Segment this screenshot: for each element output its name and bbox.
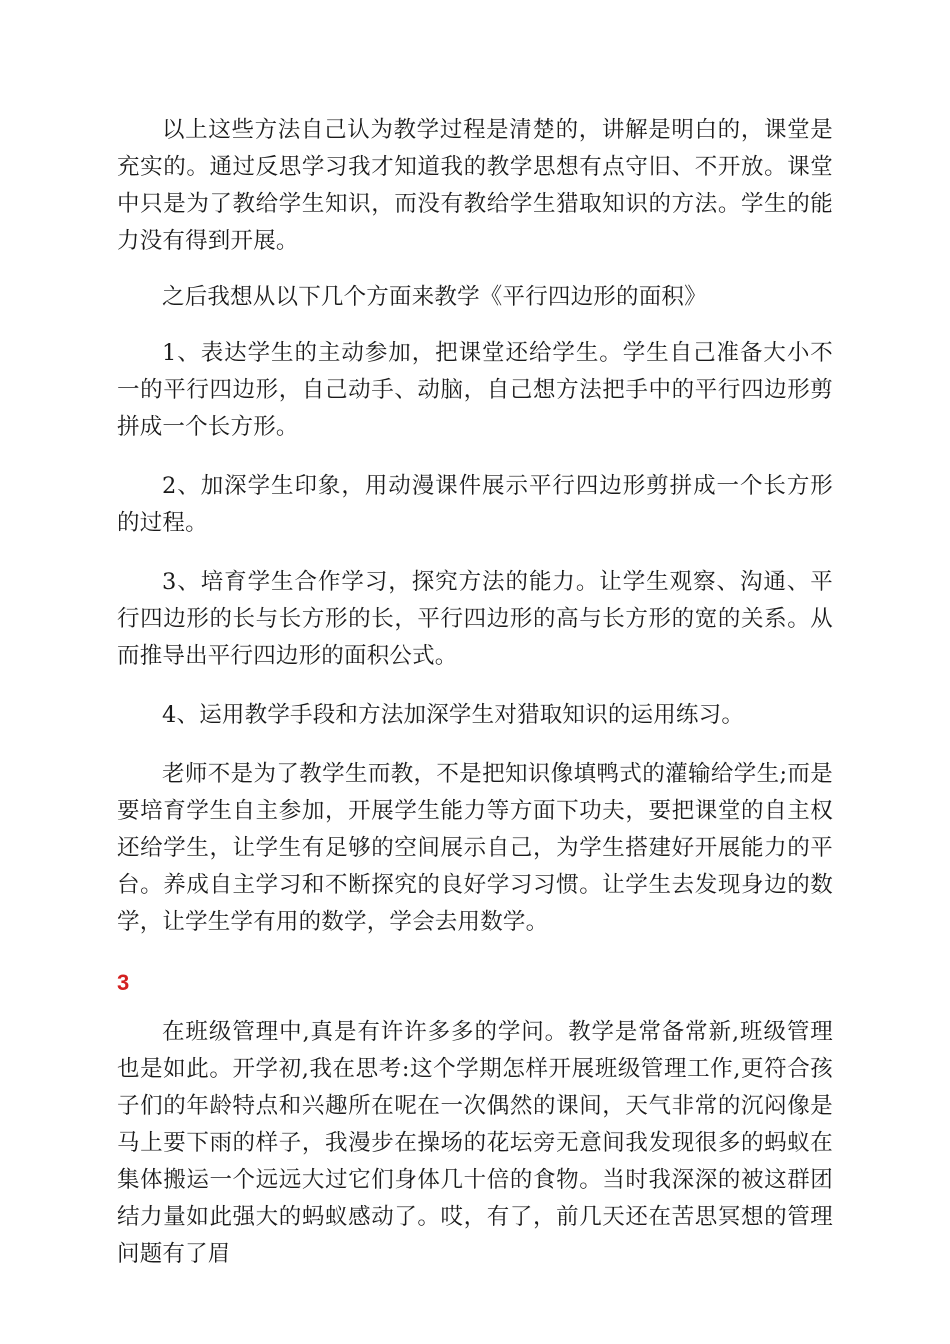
paragraph-point-3: 3、培育学生合作学习，探究方法的能力。让学生观察、沟通、平行四边形的长与长方形的长，平行四边形的高与长方形的宽的关系。从而推导出平行四边形的面积公式。 bbox=[117, 569, 833, 669]
document-body bbox=[117, 112, 833, 1273]
paragraph-intro-plan: 之后我想从以下几个方面来教学《平行四边形的面积》 bbox=[162, 284, 707, 310]
paragraph-reflection: 以上这些方法自己认为教学过程是清楚的，讲解是明白的，课堂是充实的。通过反思学习我才知道我的教学思想有点守旧、不开放。课堂中只是为了教给学生知识，而没有教给学生猎取知识的方法。学生的能力没有得到开展。 bbox=[117, 117, 833, 254]
paragraph-point-2: 2、加深学生印象，用动漫课件展示平行四边形剪拼成一个长方形的过程。 bbox=[117, 473, 833, 536]
paragraph-point-1: 1、表达学生的主动参加，把课堂还给学生。学生自己准备大小不一的平行四边形，自己动手、动脑，自己想方法把手中的平行四边形剪拼成一个长方形。 bbox=[117, 340, 833, 440]
paragraph-conclusion: 老师不是为了教学生而教，不是把知识像填鸭式的灌输给学生;而是要培育学生自主参加，开展学生能力等方面下功夫，要把课堂的自主权还给学生，让学生有足够的空间展示自己，为学生搭建好开展能力的平台。养成自主学习和不断探究的良好学习习惯。让学生去发现身边的数学，让学生学有用的数学，学会去用数学。 bbox=[117, 761, 833, 935]
section-number-heading: 3 bbox=[117, 970, 130, 995]
paragraph-point-4: 4、运用教学手段和方法加深学生对猎取知识的运用练习。 bbox=[162, 702, 745, 728]
paragraph-class-management: 在班级管理中,真是有许许多多的学问。教学是常备常新,班级管理也是如此。开学初,我在思考:这个学期怎样开展班级管理工作,更符合孩子们的年龄特点和兴趣所在呢在一次偶然的课间，天气非常的沉闷像是马上要下雨的样子，我漫步在操场的花坛旁无意间我发现很多的蚂蚁在集体搬运一个远远大过它们身体几十倍的食物。当时我深深的被这群团结力量如此强大的蚂蚁感动了。哎，有了，前几天还在苦思冥想的管理问题有了眉 bbox=[117, 1019, 833, 1267]
